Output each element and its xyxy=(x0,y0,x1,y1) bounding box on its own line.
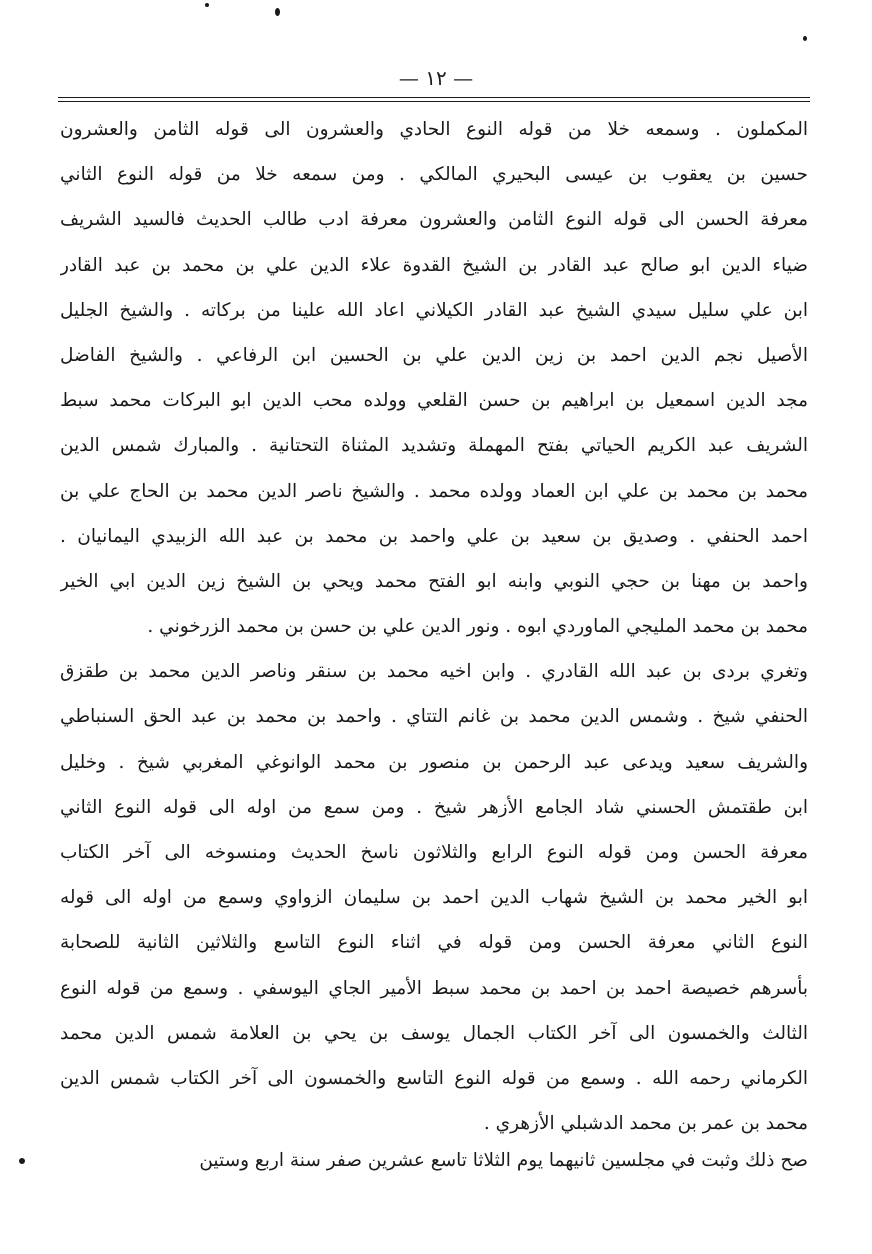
text-line: ابن علي سليل سيدي الشيخ عبد القادر الكيلاني اعاد الله علينا من بركاته . والشيخ الجليل xyxy=(60,299,808,321)
text-line: حسين بن يعقوب بن عيسى البحيري المالكي . ومن سمعه خلا من قوله النوع الثاني xyxy=(60,164,808,186)
text-line: المكملون . وسمعه خلا من قوله النوع الحادي والعشرون الى قوله الثامن والعشرون xyxy=(60,119,808,140)
scan-speck xyxy=(205,3,209,7)
scan-speck xyxy=(19,1158,25,1164)
text-line: ابو الخير محمد بن الشيخ شهاب الدين احمد بن سليمان الزواوي وسمع من اوله الى قوله xyxy=(60,887,808,909)
text-line: معرفة الحسن الى قوله النوع الثامن والعشرون معرفة ادب طالب الحديث فالسيد الشريف xyxy=(60,209,808,231)
scan-speck xyxy=(803,36,807,41)
text-line: معرفة الحسن ومن قوله النوع الرابع والثلاثون ناسخ الحديث ومنسوخه الى آخر الكتاب xyxy=(60,842,808,863)
text-line: محمد بن محمد المليجي الماوردي ابوه . ونور الدين علي بن حسن بن محمد الزرخوني . xyxy=(147,616,808,638)
text-line: ابن طقتمش الحسني شاد الجامع الأزهر شيخ . ومن سمع من اوله الى قوله النوع الثاني xyxy=(60,796,808,818)
text-line: احمد الحنفي . وصديق بن سعيد بن علي واحمد بن محمد بن عبد الله الزبيدي اليمانيان . xyxy=(60,525,808,547)
text-line: الشريف عبد الكريم الحياتي بفتح المهملة وتشديد المثناة التحتانية . والمبارك شمس الدين xyxy=(60,435,808,457)
text-line: محمد بن عمر بن محمد الدشبلي الأزهري . xyxy=(483,1113,808,1135)
header-rule-bottom xyxy=(58,101,810,102)
text-line: والشريف سعيد ويدعى عبد الرحمن بن منصور بن محمد الوانوغي المغربي شيخ . وخليل xyxy=(60,751,808,773)
page-number: — ١٢ — xyxy=(398,66,474,90)
text-line: الأصيل نجم الدين احمد بن زين الدين علي بن الحسين ابن الرفاعي . والشيخ الفاضل xyxy=(60,344,808,366)
text-line: الكرماني رحمه الله . وسمع من قوله النوع التاسع والخمسون الى آخر الكتاب شمس الدين xyxy=(60,1067,808,1089)
text-line: ضياء الدين ابو صالح عبد القادر بن الشيخ القدوة علاء الدين علي بن محمد بن عبد القادر xyxy=(60,254,808,276)
text-line: محمد بن محمد بن علي ابن العماد وولده محمد . والشيخ ناصر الدين محمد بن الحاج علي بن xyxy=(60,480,808,502)
text-line: مجد الدين اسمعيل بن ابراهيم بن حسن القلعي وولده محب الدين ابو البركات محمد سبط xyxy=(60,390,808,412)
text-line: الثالث والخمسون الى آخر الكتاب الجمال يوسف بن يحي بن العلامة شمس الدين محمد xyxy=(60,1022,808,1044)
text-line: وتغري بردى بن عبد الله القادري . وابن اخيه محمد بن سنقر وناصر الدين محمد بن طقزق xyxy=(60,661,808,683)
body-text xyxy=(60,107,808,1146)
text-line: النوع الثاني معرفة الحسن ومن قوله في اثناء النوع التاسع والثلاثين الثانية للصحابة xyxy=(60,932,808,954)
text-line: الحنفي شيخ . وشمس الدين محمد بن غانم التتاي . واحمد بن محمد بن عبد الحق السنباطي xyxy=(60,706,808,728)
text-line: بأسرهم خصيصة احمد بن احمد بن محمد سبط الأمير الجاي اليوسفي . وسمع من قوله النوع xyxy=(60,977,808,999)
text-line: واحمد بن مهنا بن حجي النوبي وابنه ابو الفتح محمد ويحي بن الشيخ زين الدين ابي الخير xyxy=(60,570,808,592)
closing-note: صح ذلك وثبت في مجلسين ثانيهما يوم الثلاثا تاسع عشرين صفر سنة اربع وستين xyxy=(199,1150,808,1171)
header-rule-top xyxy=(58,97,810,98)
scan-speck xyxy=(275,8,280,16)
